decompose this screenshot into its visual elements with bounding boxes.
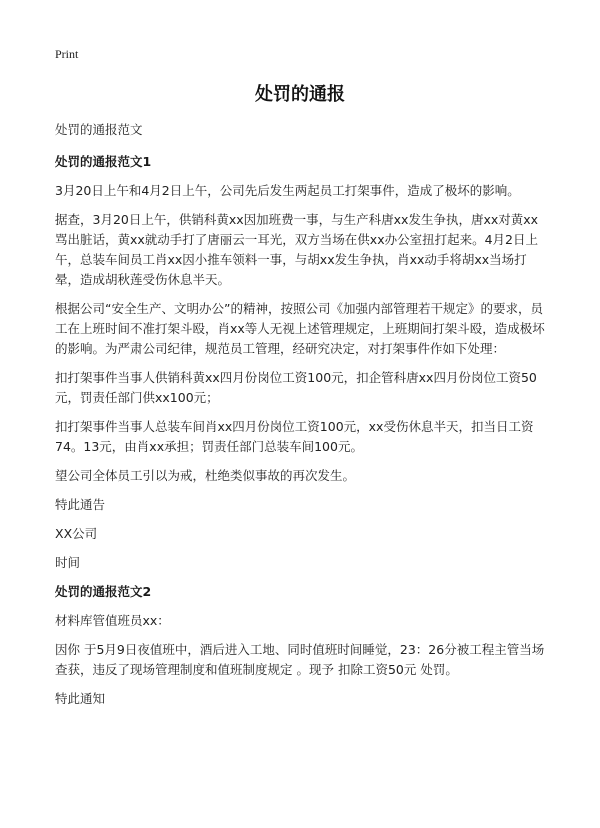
print-label[interactable]: Print xyxy=(55,47,79,61)
document-title: 处罚的通报 xyxy=(255,84,345,105)
paragraph: 望公司全体员工引以为戒，杜绝类似事故的再次发生。 xyxy=(55,468,356,483)
paragraph: 据查，3月20日上午，供销科黄xx因加班费一事，与生产科唐xx发生争执，唐xx对黄xx骂出脏话，黄xx就动手打了唐丽云一耳光，双方当场在供xx办公室扭打起来。4月2日上午，总装车间员工肖xx因小推车领料一事，与胡xx发生争执，肖xx动手将胡xx当场打晕，造成胡秋莲受伤休息半天。 xyxy=(55,212,539,287)
paragraph: 因你 于5月9日夜值班中，酒后进入工地、同时值班时间睡觉，23：26分被工程主管当场查获，违反了现场管理制度和值班制度规定 。现予 扣除工资50元 处罚。 xyxy=(55,642,545,677)
notice-line: 特此通知 xyxy=(55,691,106,706)
notice-line: 特此通告 xyxy=(55,497,106,512)
section-2-heading: 处罚的通报范文2 xyxy=(55,584,152,599)
paragraph: 根据公司“安全生产、文明办公”的精神，按照公司《加强内部管理若干规定》的要求，员工在上班时间不准打架斗殴，肖xx等人无视上述管理规定，上班期间打架斗殴，造成极坏的影响。为严肃公司纪律，规范员工管理，经研究决定，对打架事件作如下处理： xyxy=(55,301,545,356)
paragraph: 3月20日上午和4月2日上午，公司先后发生两起员工打架事件，造成了极坏的影响。 xyxy=(55,183,520,198)
paragraph: 扣打架事件当事人总装车间肖xx四月份岗位工资100元，xx受伤休息半天，扣当日工资74。13元，由肖xx承担；罚责任部门总装车间100元。 xyxy=(55,419,534,454)
paragraph: 扣打架事件当事人供销科黄xx四月份岗位工资100元，扣企管科唐xx四月份岗位工资50元，罚责任部门供xx100元； xyxy=(55,370,537,405)
section-1-heading: 处罚的通报范文1 xyxy=(55,154,152,169)
company-line: XX公司 xyxy=(55,526,98,541)
time-line: 时间 xyxy=(55,555,81,570)
paragraph: 材料库管值班员xx： xyxy=(55,613,170,628)
intro-line: 处罚的通报范文 xyxy=(55,122,143,137)
document-body xyxy=(55,120,550,718)
